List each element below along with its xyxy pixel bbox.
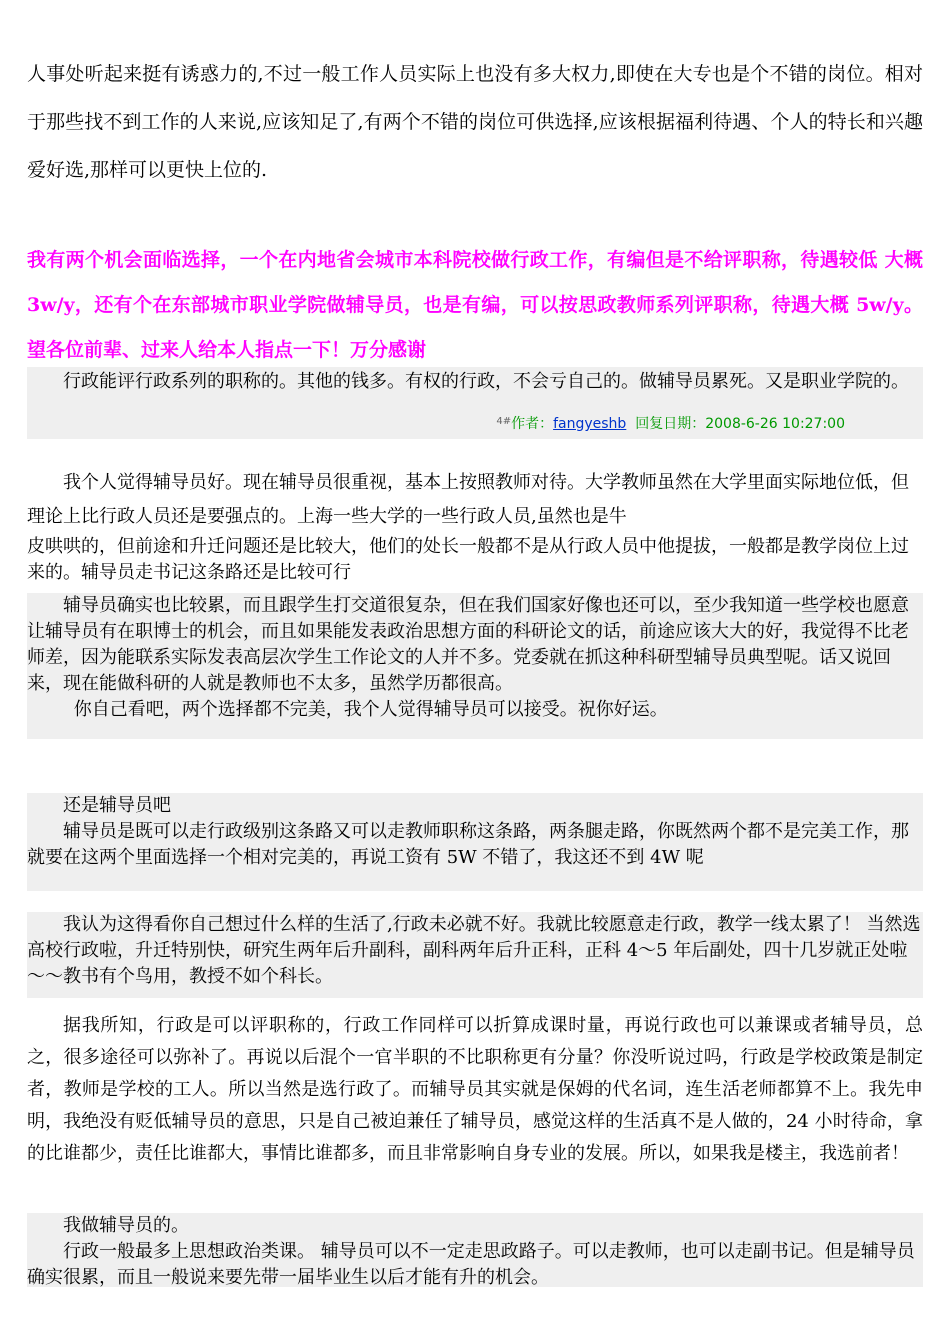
- date-label: 回复日期：: [635, 416, 706, 432]
- reply-2-paragraph-3: 你自己看吧，两个选择都不完美，我个人觉得辅导员可以接受。祝你好运。: [73, 699, 668, 720]
- reply-2-paragraph-1b: 皮哄哄的，但前途和升迁问题还是比较大，他们的处长一般都不是从行政人员中他提拔，一般都是教学岗位上过来的。辅导员走书记这条路还是比较可行: [27, 536, 909, 583]
- author-label: 作者：: [511, 416, 554, 432]
- reply-2: [27, 466, 923, 586]
- reply-date: 2008-6-26 10:27:00: [705, 416, 845, 432]
- author-link[interactable]: fangyeshb: [553, 416, 627, 432]
- reply-meta: [496, 407, 845, 439]
- reply-5: [27, 1010, 923, 1170]
- reply-6-paragraph-2: 行政一般最多上思想政治类课。 辅导员可以不一定走思政路子。可以走教师，也可以走副书记。但是辅导员确实很累，而且一般说来要先带一届毕业生以后才能有升的机会。: [27, 1241, 915, 1288]
- question-post: [27, 238, 923, 373]
- reply-1-text: 行政能评行政系列的职称的。其他的钱多。有权的行政，不会亏自己的。做辅导员累死。又是职业学院的。: [63, 371, 909, 392]
- reply-3-paragraph-2: 辅导员是既可以走行政级别这条路又可以走教师职称这条路，两条腿走路，你既然两个都不是完美工作，那就要在这两个里面选择一个相对完美的，再说工资有 5W 不错了，我这还不到 4W 呢: [27, 821, 909, 868]
- reply-4: [27, 912, 923, 998]
- reply-6: [27, 1213, 923, 1287]
- reply-6-paragraph-1: 我做辅导员的。: [63, 1215, 189, 1236]
- reply-5-text: 据我所知，行政是可以评职称的，行政工作同样可以折算成课时量，再说行政也可以兼课或者辅导员，总之，很多途径可以弥补了。再说以后混个一官半职的不比职称更有分量？你没听说过吗，行政是学校政策是制定者，教师是学校的工人。所以当然是选行政了。而辅导员其实就是保姆的代名词，连生活老师都算不上。我先申明，我绝没有贬低辅导员的意思，只是自己被迫兼任了辅导员，感觉这样的生活真不是人做的，24 小时待命，拿的比谁都少，责任比谁都大，事情比谁都多，而且非常影响自身专业的发展。所以，如果我是楼主，我选前者！: [27, 1015, 923, 1164]
- floor-number: 4#: [496, 416, 512, 427]
- question-text: 我有两个机会面临选择，一个在内地省会城市本科院校做行政工作，有编但是不给评职称，待遇较低 大概 3w/y，还有个在东部城市职业学院做辅导员，也是有编，可以按思政教师系列评职称，待遇大概 5w/y。望各位前辈、过来人给本人指点一下！万分感谢: [27, 249, 923, 361]
- reply-2-paragraph-1: 我个人觉得辅导员好。现在辅导员很重视，基本上按照教师对待。大学教师虽然在大学里面实际地位低，但理论上比行政人员还是要强点的。上海一些大学的一些行政人员,虽然也是牛: [27, 472, 909, 527]
- intro-paragraph: [27, 50, 923, 194]
- reply-3-paragraph-1: 还是辅导员吧: [63, 795, 171, 816]
- reply-2-paragraph-2: 辅导员确实也比较累，而且跟学生打交道很复杂，但在我们国家好像也还可以，至少我知道一些学校也愿意让辅导员有在职博士的机会，而且如果能发表政治思想方面的科研论文的话，前途应该大大的好，我觉得不比老师差，因为能联系实际发表高层次学生工作论文的人并不多。党委就在抓这种科研型辅导员典型呢。话又说回来，现在能做科研的人就是教师也不太多，虽然学历都很高。: [27, 595, 909, 694]
- intro-text: 人事处听起来挺有诱惑力的,不过一般工作人员实际上也没有多大权力,即使在大专也是个不错的岗位。相对于那些找不到工作的人来说,应该知足了,有两个不错的岗位可供选择,应该根据福利待遇、个人的特长和兴趣爱好选,那样可以更快上位的.: [27, 63, 923, 181]
- reply-3: [27, 793, 923, 891]
- reply-4-text: 我认为这得看你自己想过什么样的生活了,行政未必就不好。我就比较愿意走行政，教学一线太累了！ 当然选高校行政啦，升迁特别快，研究生两年后升副科，副科两年后升正科，正科 4～5 年后副处，四十几岁就正处啦～～教书有个鸟用，教授不如个科长。: [27, 914, 921, 987]
- reply-2-continued: [27, 593, 923, 739]
- reply-1: [27, 367, 923, 439]
